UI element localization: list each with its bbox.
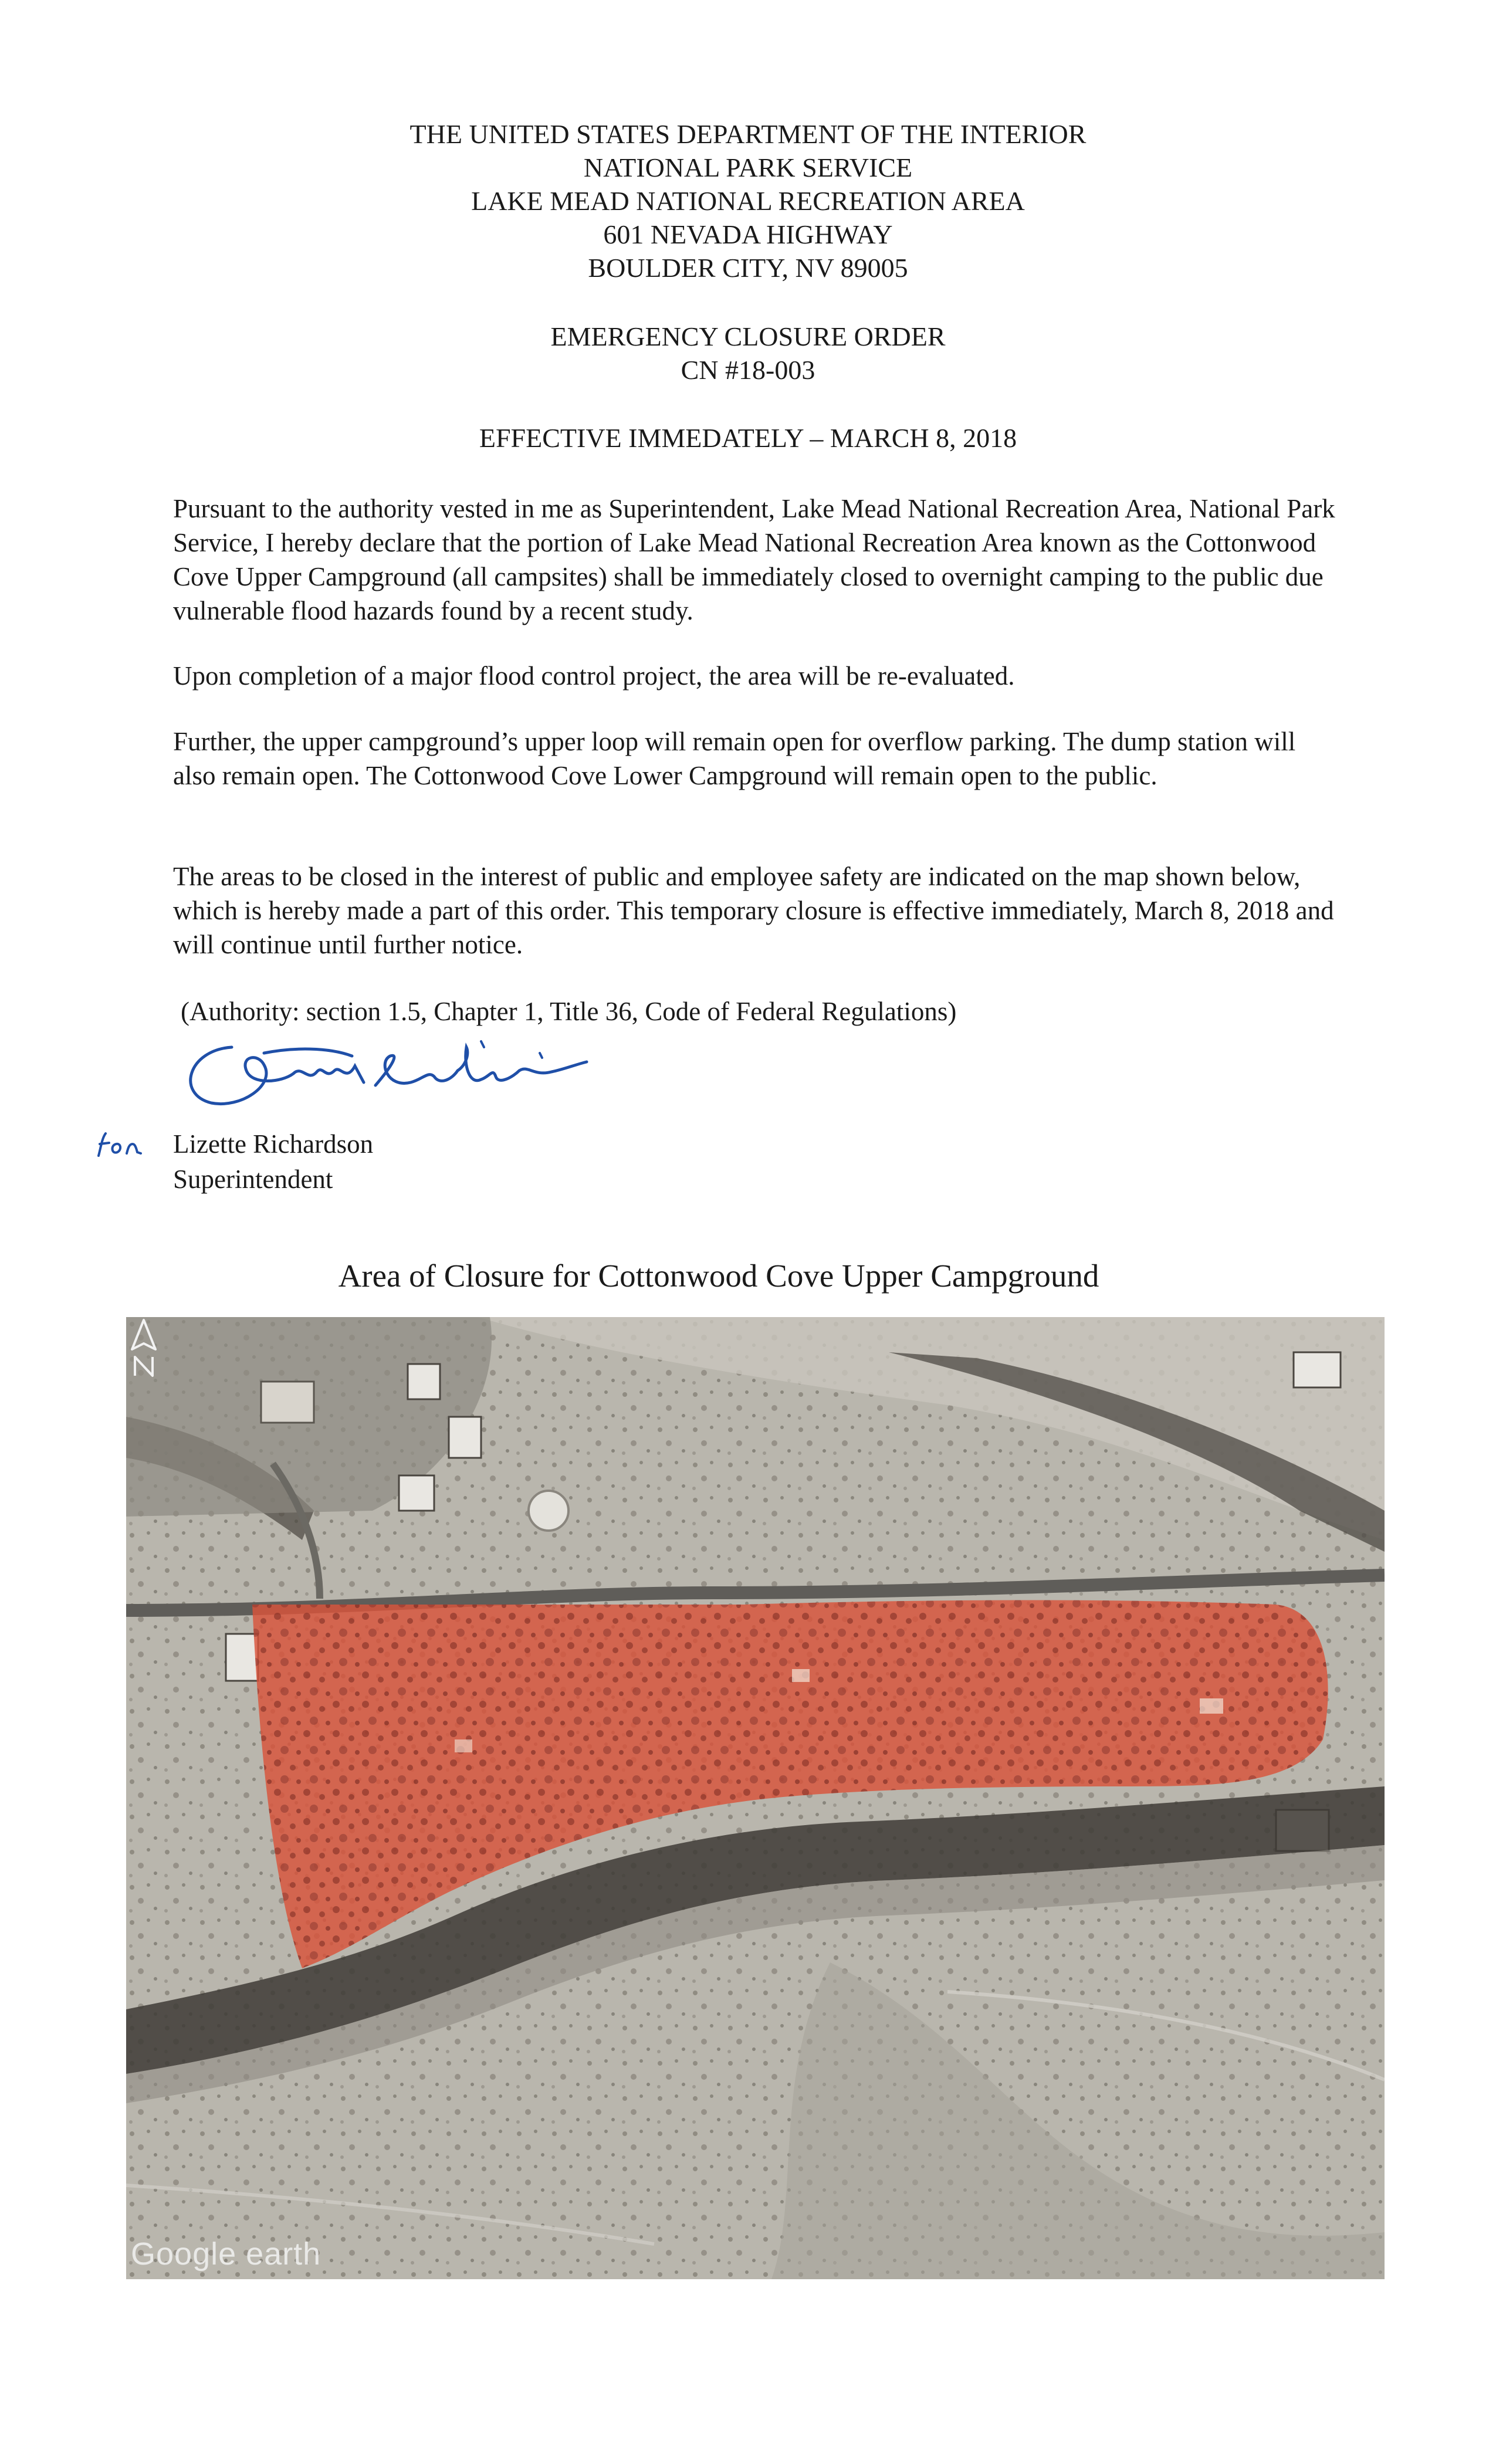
paragraph-declaration: Pursuant to the authority vested in me as Superintendent, Lake Mead National Recreation Area, National Park Service, I hereby declare that the portion of Lake Mead National Recreation Area known as the Cottonwood Cove Upper Campground (all campsites) shall be immediately closed to overnight camping to the public due vulnerable flood hazards found by a recent study.	[173, 494, 1335, 625]
order-heading	[0, 320, 1496, 387]
header-city: BOULDER CITY, NV 89005	[588, 253, 908, 283]
map-title: Area of Closure for Cottonwood Cove Upper Campground	[338, 1258, 1099, 1294]
paragraph-re-evaluation: Upon completion of a major flood control project, the area will be re-evaluated.	[173, 661, 1015, 691]
handwritten-for-note	[94, 1126, 147, 1162]
header-service: NATIONAL PARK SERVICE	[583, 153, 913, 182]
signer-block	[173, 1126, 373, 1197]
agency-header	[0, 117, 1496, 285]
satellite-image	[126, 1317, 1385, 2279]
order-title: EMERGENCY CLOSURE ORDER	[550, 321, 946, 351]
effective-date: EFFECTIVE IMMEDATELY – MARCH 8, 2018	[479, 423, 1017, 453]
north-arrow-icon	[126, 1317, 161, 1382]
google-earth-watermark: Google earth	[131, 2236, 321, 2272]
header-street: 601 NEVADA HIGHWAY	[603, 219, 893, 249]
signer-name: Lizette Richardson	[173, 1129, 374, 1159]
paragraph-open-areas: Further, the upper campground’s upper loop will remain open for overflow parking. The dump station will also remain open. The Cottonwood Cove Lower Campground will remain open to the public.	[173, 727, 1296, 790]
handwritten-signature	[176, 1030, 598, 1118]
closure-map	[126, 1317, 1385, 2279]
authority-citation: (Authority: section 1.5, Chapter 1, Title 36, Code of Federal Regulations)	[181, 997, 957, 1026]
paragraph-map-reference: The areas to be closed in the interest of public and employee safety are indicated on the map shown below, which is hereby made a part of this order. This temporary closure is effective immediately, March 8, 2018 and will continue until further notice.	[173, 862, 1334, 959]
header-area: LAKE MEAD NATIONAL RECREATION AREA	[471, 186, 1025, 216]
signer-title: Superintendent	[173, 1165, 333, 1194]
header-department: THE UNITED STATES DEPARTMENT OF THE INTERIOR	[409, 119, 1087, 149]
order-number: CN #18-003	[681, 355, 815, 385]
